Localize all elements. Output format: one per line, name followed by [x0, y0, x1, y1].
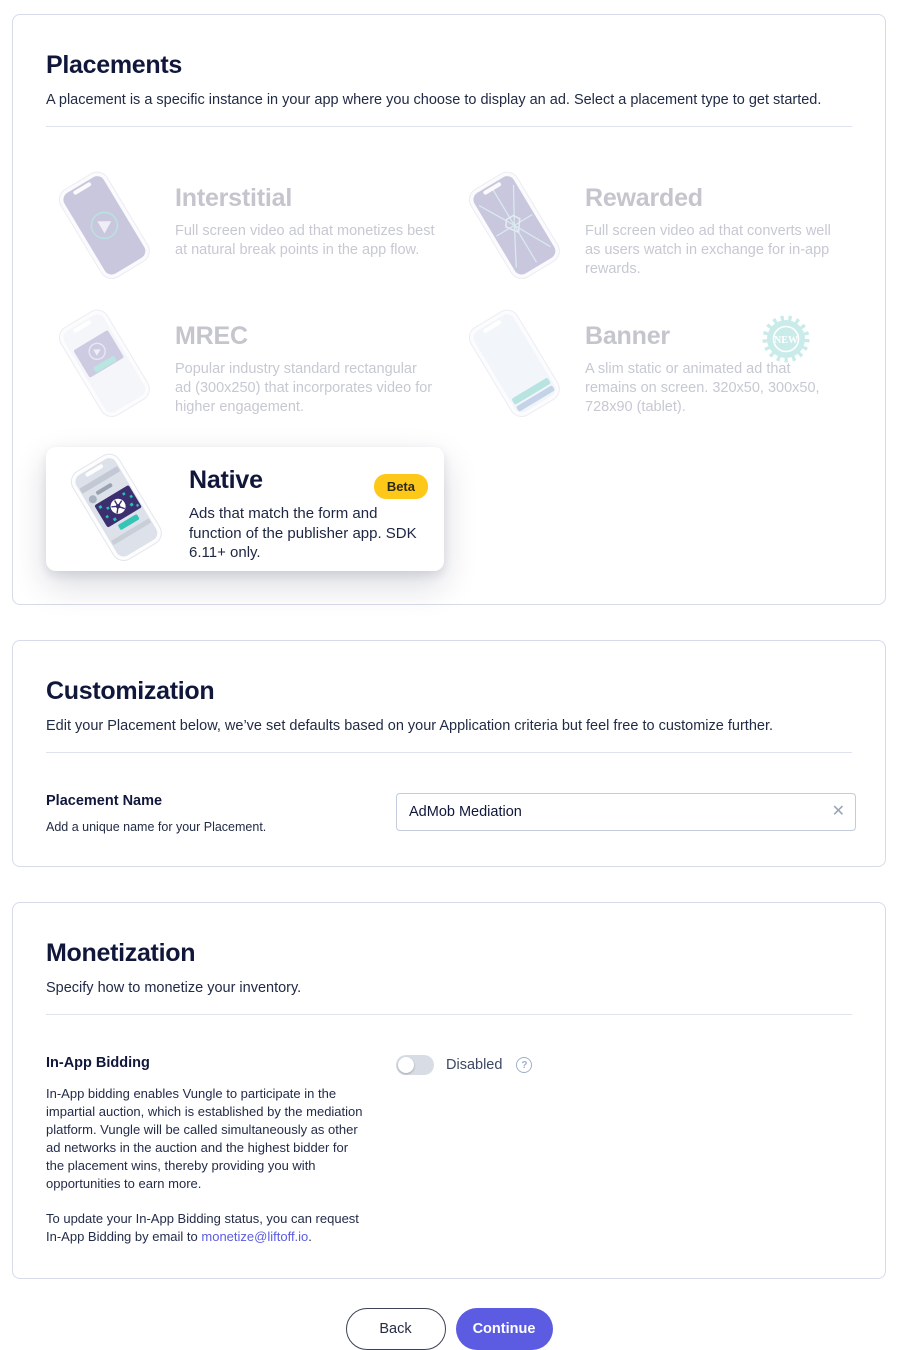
- placement-option-mrec[interactable]: [46, 309, 444, 421]
- footer-actions: [0, 1308, 898, 1350]
- request-text: To update your In-App Bidding status, you can request In-App Bidding by email to: [46, 1210, 359, 1244]
- clear-input-icon[interactable]: ✕: [831, 803, 845, 820]
- in-app-bidding-request-note: [46, 1210, 364, 1246]
- placements-section: [12, 14, 886, 605]
- in-app-bidding-description: In-App bidding enables Vungle to participate in the impartial auction, which is established by the mediation platform. Vungle will be called simultaneously as other ad networks in the auction and the highest bidder for the placement wins, thereby providing you with opportunities to earn more.: [46, 1086, 363, 1191]
- new-badge: [762, 315, 810, 363]
- placement-option-label: Banner: [585, 322, 670, 350]
- placement-option-native-card: [46, 447, 444, 571]
- placement-option-description: A slim static or animated ad that remains on screen. 320x50, 300x50, 728x90 (tablet).: [585, 361, 820, 415]
- divider: [46, 126, 852, 127]
- placement-name-label: Placement Name: [46, 793, 163, 809]
- continue-button[interactable]: Continue: [456, 1308, 553, 1350]
- placement-option-banner[interactable]: [456, 309, 852, 421]
- placement-option-rewarded[interactable]: [456, 171, 852, 283]
- back-button[interactable]: Back: [346, 1308, 446, 1350]
- placement-name-input-wrap: [396, 793, 856, 831]
- divider: [46, 1014, 852, 1015]
- svg-text:NEW: NEW: [774, 335, 798, 346]
- placement-option-native[interactable]: [58, 453, 426, 565]
- placement-option-description: Full screen video ad that monetizes best at natural break points in the app flow.: [175, 223, 435, 258]
- divider: [46, 752, 852, 753]
- placement-name-input[interactable]: [397, 794, 855, 830]
- monetization-title: Monetization: [46, 939, 196, 967]
- placement-option-label: Interstitial: [175, 184, 293, 212]
- customization-section: [12, 640, 886, 867]
- monetize-email-link[interactable]: monetize@liftoff.io: [201, 1228, 309, 1244]
- banner-phone-icon: [456, 309, 571, 421]
- rewarded-phone-icon: [456, 171, 571, 283]
- monetization-subtitle: Specify how to monetize your inventory.: [46, 980, 302, 996]
- placement-grid: [46, 171, 852, 571]
- beta-badge: Beta: [374, 474, 428, 499]
- in-app-bidding-label: In-App Bidding: [46, 1055, 150, 1071]
- placements-subtitle: A placement is a specific instance in your app where you choose to display an ad. Select a placement type to get started.: [46, 92, 822, 108]
- placement-option-label: MREC: [175, 322, 248, 350]
- placement-option-interstitial[interactable]: [46, 171, 444, 283]
- native-phone-icon: [58, 453, 173, 565]
- placements-title: Placements: [46, 51, 182, 79]
- mrec-phone-icon: [46, 309, 161, 421]
- in-app-bidding-toggle[interactable]: [396, 1055, 434, 1075]
- toggle-knob: [398, 1057, 414, 1073]
- help-icon[interactable]: ?: [516, 1057, 532, 1073]
- monetization-section: [12, 902, 886, 1279]
- in-app-bidding-status: Disabled: [446, 1057, 503, 1073]
- placement-option-label: Rewarded: [585, 184, 703, 212]
- placement-option-description: Ads that match the form and function of the publisher app. SDK 6.11+ only.: [189, 505, 417, 561]
- placement-option-description: Popular industry standard rectangular ad (300x250) that incorporates video for higher engagement.: [175, 361, 433, 415]
- placement-name-helper: Add a unique name for your Placement.: [46, 820, 267, 834]
- request-suffix: .: [308, 1228, 312, 1244]
- interstitial-phone-icon: [46, 171, 161, 283]
- placement-option-description: Full screen video ad that converts well as users watch in exchange for in-app rewards.: [585, 223, 831, 277]
- customization-title: Customization: [46, 677, 215, 705]
- customization-subtitle: Edit your Placement below, we’ve set defaults based on your Application criteria but feel free to customize further.: [46, 718, 774, 734]
- placement-option-label: Native: [189, 466, 263, 494]
